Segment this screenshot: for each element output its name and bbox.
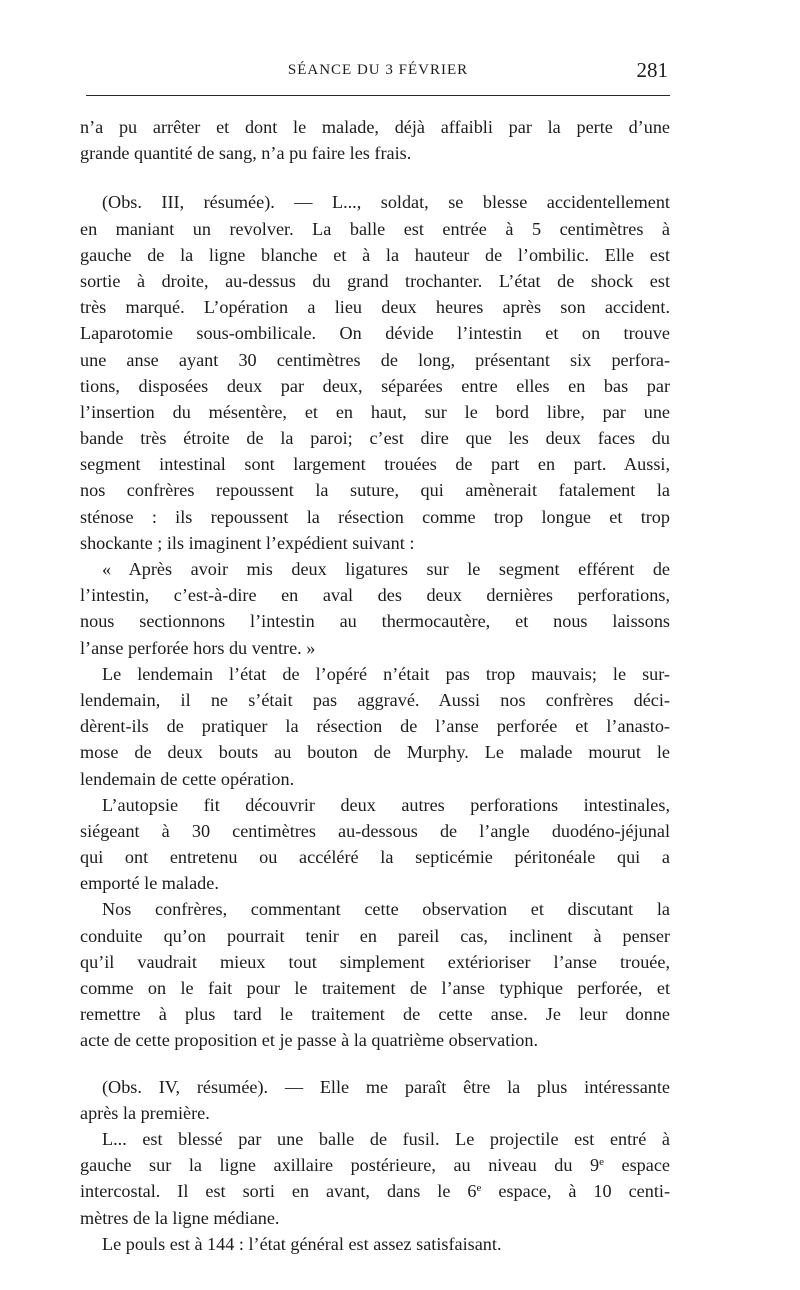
body-text — [80, 114, 670, 1257]
text-line: nous sectionnons l’intestin au thermocautère, et nous laissons — [80, 611, 670, 632]
text-line: sténose : ils repoussent la résection comme trop longue et trop — [80, 506, 670, 527]
text-line: bande très étroite de la paroi; c’est dire que les deux faces du — [80, 428, 670, 449]
text-segment: intercostal. Il est sorti en avant, dans le 6 — [80, 1181, 477, 1202]
text-line: tions, disposées deux par deux, séparées entre elles en bas par — [80, 375, 670, 396]
text-line: comme on le fait pour le traitement de l’anse typhique perforée, et — [80, 978, 670, 998]
text-line: l’anse perforée hors du ventre. » — [80, 637, 316, 658]
text-line: (Obs. IV, résumée). — Elle me paraît être la plus intéressante — [102, 1076, 670, 1097]
text-line: mose de deux bouts au bouton de Murphy. Le malade mourut le — [80, 742, 670, 763]
text-line: grande quantité de sang, n’a pu faire les frais. — [80, 143, 412, 164]
text-line: (Obs. III, résumée). — L..., soldat, se blesse accidentellement — [102, 192, 670, 213]
text-line: acte de cette proposition et je passe à la quatrième observation. — [80, 1030, 539, 1051]
text-segment: espace — [603, 1155, 670, 1176]
text-line: une anse ayant 30 centimètres de long, présentant six perfora- — [80, 349, 670, 370]
text-line: n’a pu arrêter et dont le malade, déjà affaibli par la perte d’une — [80, 117, 670, 137]
text-line: Nos confrères, commentant cette observation et discutant la — [102, 899, 670, 920]
text-line: segment intestinal sont largement trouées de part en part. Aussi, — [80, 454, 670, 475]
text-segment: gauche sur la ligne axillaire postérieure, au niveau du 9 — [80, 1155, 600, 1176]
text-line: qu’il vaudrait mieux tout simplement extérioriser l’anse trouée, — [80, 951, 670, 972]
paragraph-gap — [80, 166, 670, 189]
text-line: siégeant à 30 centimètres au-dessous de l’angle duodéno-jéjunal — [80, 820, 670, 841]
running-head — [86, 58, 670, 84]
text-line: emporté le malade. — [80, 873, 219, 894]
text-line: après la première. — [80, 1102, 210, 1123]
text-segment: espace, à 10 centi- — [481, 1181, 671, 1202]
text-line: dèrent-ils de pratiquer la résection de l’anse perforée et l’anasto- — [80, 716, 670, 737]
text-line: L’autopsie fit découvrir deux autres perforations intestinales, — [102, 794, 670, 815]
running-title: SÉANCE DU 3 FÉVRIER — [287, 62, 469, 78]
text-line: lendemain de cette opération. — [80, 768, 295, 789]
text-line: très marqué. L’opération a lieu deux heures après son accident. — [80, 297, 670, 318]
text-line: remettre à plus tard le traitement de cette anse. Je leur donne — [80, 1004, 670, 1025]
text-line: Le lendemain l’état de l’opéré n’était pas trop mauvais; le sur- — [102, 663, 670, 684]
text-line: shockante ; ils imaginent l’expédient suivant : — [80, 532, 415, 553]
header-rule — [86, 95, 670, 96]
text-line: qui ont entretenu ou accéléré la septicémie péritonéale qui a — [80, 847, 670, 868]
text-line: l’insertion du mésentère, et en haut, sur le bord libre, par une — [80, 401, 670, 422]
paragraph-gap — [80, 1054, 670, 1074]
superscript: e — [476, 1182, 482, 1195]
text-line: gauche de la ligne blanche et à la hauteur de l’ombilic. Elle est — [80, 244, 670, 265]
text-line: Le pouls est à 144 : l’état général est assez satisfaisant. — [102, 1233, 502, 1254]
text-line — [80, 1178, 670, 1204]
text-line: lendemain, il ne s’était pas aggravé. Aussi nos confrères déci- — [80, 689, 670, 710]
text-line: en maniant un revolver. La balle est entrée à 5 centimètres à — [80, 218, 670, 239]
text-line: l’intestin, c’est-à-dire en aval des deux dernières perforations, — [80, 585, 670, 606]
text-line: sortie à droite, au-dessus du grand trochanter. L’état de shock est — [80, 270, 670, 291]
text-line: nos confrères repoussent la suture, qui amènerait fatalement la — [80, 480, 670, 501]
superscript: e — [599, 1156, 604, 1169]
text-line: mètres de la ligne médiane. — [80, 1207, 280, 1228]
text-line: Laparotomie sous-ombilicale. On dévide l’intestin et on trouve — [80, 323, 670, 344]
text-line — [80, 1152, 670, 1178]
text-line: L... est blessé par une balle de fusil. Le projectile est entré à — [102, 1128, 670, 1149]
text-line: conduite qu’on pourrait tenir en pareil cas, inclinent à penser — [80, 925, 670, 946]
text-line: « Après avoir mis deux ligatures sur le segment efférent de — [102, 559, 670, 579]
page-number: 281 — [636, 58, 668, 82]
